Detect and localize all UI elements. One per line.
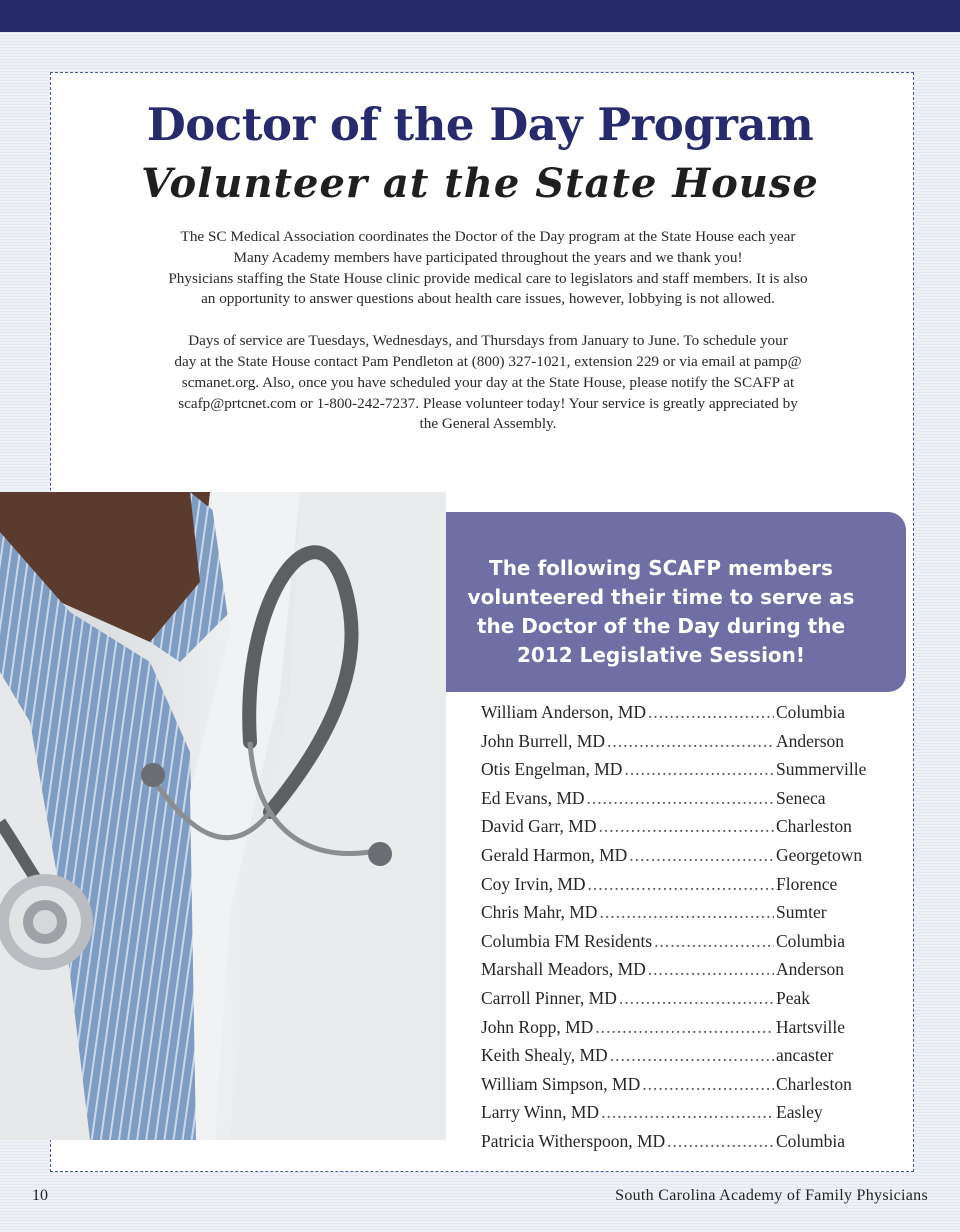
leader-dots xyxy=(588,874,774,895)
leader-dots xyxy=(648,702,774,723)
volunteer-city: Hartsville xyxy=(776,1016,846,1037)
list-item xyxy=(481,816,881,845)
list-item xyxy=(481,731,881,760)
page-number: 10 xyxy=(32,1187,48,1204)
volunteer-name: Patricia Witherspoon, MD xyxy=(481,1130,666,1151)
intro-line: an opportunity to answer questions about health care issues, however, lobbying is not allowed. xyxy=(201,290,775,308)
volunteer-name: Marshall Meadors, MD xyxy=(481,959,646,980)
leader-dots xyxy=(667,1131,774,1152)
volunteer-name: David Garr, MD xyxy=(481,816,597,837)
volunteer-city: ancaster xyxy=(776,1045,834,1066)
footer-organization: South Carolina Academy of Family Physicians xyxy=(615,1187,928,1204)
volunteer-city: Sumter xyxy=(776,902,827,923)
list-item xyxy=(481,759,881,788)
volunteer-city: Peak xyxy=(776,987,811,1008)
volunteer-city: Seneca xyxy=(776,787,826,808)
page-title: Doctor of the Day Program xyxy=(146,98,814,151)
leader-dots xyxy=(598,816,774,837)
leader-dots xyxy=(642,1074,774,1095)
volunteer-city: Columbia xyxy=(776,702,846,722)
callout-text xyxy=(446,554,876,670)
intro-line: Days of service are Tuesdays, Wednesdays, and Thursdays from January to June. To schedule your xyxy=(188,332,788,350)
list-item xyxy=(481,1102,881,1131)
volunteer-name: John Ropp, MD xyxy=(481,1016,594,1037)
leader-dots xyxy=(629,845,774,866)
intro-line: The SC Medical Association coordinates the Doctor of the Day program at the State House each year xyxy=(180,228,796,245)
volunteer-name: Coy Irvin, MD xyxy=(481,873,586,894)
volunteer-city: Columbia xyxy=(776,1130,846,1151)
list-item xyxy=(481,845,881,874)
leader-dots xyxy=(648,959,774,980)
leader-dots xyxy=(654,931,774,952)
volunteer-list xyxy=(481,702,881,1160)
volunteer-city: Florence xyxy=(776,873,838,894)
list-item xyxy=(481,1017,881,1046)
photo-illustration xyxy=(0,492,446,1140)
intro-line: Physicians staffing the State House clinic provide medical care to legislators and staff members. It is also xyxy=(168,269,808,287)
top-color-bar xyxy=(0,0,960,32)
volunteer-name: Carroll Pinner, MD xyxy=(481,987,617,1008)
volunteer-name: Ed Evans, MD xyxy=(481,787,585,808)
volunteer-city: Summerville xyxy=(776,759,867,780)
volunteer-name: William Simpson, MD xyxy=(481,1073,641,1094)
callout-line: The following SCAFP members xyxy=(489,556,833,580)
volunteer-city: Columbia xyxy=(776,930,846,951)
callout-line: the Doctor of the Day during the xyxy=(476,614,846,638)
volunteer-name: Gerald Harmon, MD xyxy=(481,844,628,865)
list-item xyxy=(481,988,881,1017)
volunteer-name: Chris Mahr, MD xyxy=(481,902,598,923)
list-item xyxy=(481,931,881,960)
intro-line: scmanet.org. Also, once you have scheduled your day at the State House, please notify the SCAFP at xyxy=(181,373,795,391)
intro-line: Many Academy members have participated throughout the years and we thank you! xyxy=(233,248,743,266)
leader-dots xyxy=(610,1045,774,1066)
list-item xyxy=(481,702,881,731)
list-item xyxy=(481,902,881,931)
list-item xyxy=(481,959,881,988)
leader-dots xyxy=(607,731,774,752)
doctor-stethoscope-photo xyxy=(0,492,446,1140)
volunteer-name: Columbia FM Residents xyxy=(481,930,653,951)
leader-dots xyxy=(624,759,774,780)
volunteer-city: Charleston xyxy=(776,1073,852,1094)
leader-dots xyxy=(601,1102,774,1123)
volunteer-name: Larry Winn, MD xyxy=(481,1102,600,1123)
volunteer-city: Anderson xyxy=(776,730,845,751)
intro-line: the General Assembly. xyxy=(419,415,557,433)
volunteer-city: Georgetown xyxy=(776,844,863,865)
list-item xyxy=(481,1131,881,1160)
page-subtitle: Volunteer at the State House xyxy=(141,160,819,207)
volunteer-name: William Anderson, MD xyxy=(481,702,647,722)
leader-dots xyxy=(595,1017,774,1038)
volunteer-callout-box xyxy=(446,512,906,692)
leader-dots xyxy=(599,902,774,923)
volunteer-city: Easley xyxy=(776,1102,823,1123)
leader-dots xyxy=(619,988,774,1009)
callout-line: volunteered their time to serve as xyxy=(467,585,855,609)
paragraph-gap xyxy=(108,310,868,331)
callout-line: 2012 Legislative Session! xyxy=(516,643,806,667)
volunteer-name: Keith Shealy, MD xyxy=(481,1045,608,1066)
intro-line: day at the State House contact Pam Pendleton at (800) 327-1021, extension 229 or via email at pamp@ xyxy=(174,352,802,370)
volunteer-city: Charleston xyxy=(776,816,852,837)
intro-text xyxy=(108,227,868,435)
volunteer-name: John Burrell, MD xyxy=(481,730,605,751)
intro-line: scafp@prtcnet.com or 1-800-242-7237. Please volunteer today! Your service is greatly appreciated by xyxy=(178,394,798,412)
list-item xyxy=(481,788,881,817)
list-item xyxy=(481,874,881,903)
list-item xyxy=(481,1045,881,1074)
leader-dots xyxy=(587,788,774,809)
volunteer-city: Anderson xyxy=(776,959,845,980)
volunteer-name: Otis Engelman, MD xyxy=(481,759,623,780)
list-item xyxy=(481,1074,881,1103)
